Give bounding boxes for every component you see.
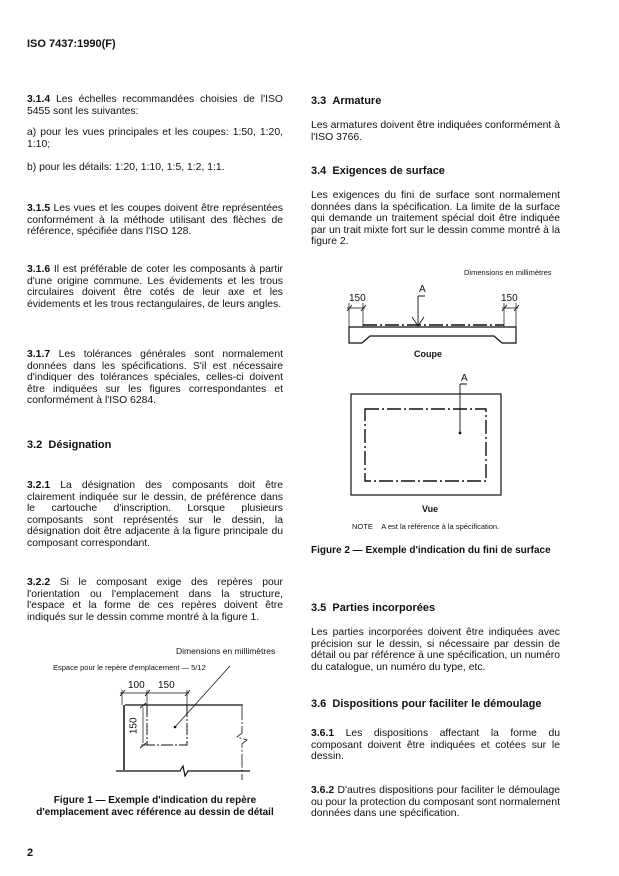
section-title: Désignation [48,439,112,451]
clause-3-4-text: Les exigences du fini de surface sont normalement données dans la spécification. La limite de la surface qui demande un traitement spécial doit être indiquée par un trait mixte fort sur le dessin comme montré à la figure 2. [311,190,560,248]
clause-text: Les tolérances générales sont normalement données dans les spécifications. S'il est nécessaire d'indiquer des tolérances spéciales, celles-ci doivent être indiquées sur les figures correspondantes et conformément à l'ISO 6284. [27,349,283,407]
section-number: 3.4 [311,165,327,177]
clause-3-6-1 [311,728,560,763]
dimension-100: 100 [128,680,145,691]
figure-2-note [352,521,499,533]
reference-a-view: A [461,373,468,384]
document-header: ISO 7437:1990(F) [27,38,116,50]
section-heading-3-5 [311,603,435,615]
section-heading-3-6 [311,699,541,711]
label-vue: Vue [422,504,439,514]
dimension-150-right: 150 [501,293,518,304]
caption-line: Figure 1 — Exemple d'indication du repère [53,795,257,806]
dimension-150-vertical: 150 [128,717,140,735]
section-number: 3.2 [27,439,43,451]
clause-text: D'autres dispositions pour faciliter le démoulage ou pour la protection du composant sont normalement données dans une spécification. [311,785,560,820]
dimension-150-horizontal: 150 [158,680,175,691]
clause-text: Les échelles recommandées choisies de l'ISO 5455 sont les suivantes: [27,94,284,117]
figure-1-units: Dimensions en millimètres [176,646,276,656]
clause-number: 3.1.6 [27,264,51,275]
dimension-150-left: 150 [349,293,366,304]
clause-number: 3.6.2 [311,785,335,796]
clause-text: Les dispositions affectant la forme du composant doivent être indiquées et cotées sur le dessin. [311,728,560,763]
clause-3-3-text: Les armatures doivent être indiquées conformément à l'ISO 3766. [311,120,560,143]
clause-text: Si le composant exige des repères pour l'orientation ou l'emplacement dans la structure, l'espace et la forme de ces repères doivent être indiqués sur le dessin comme montré à la figure 1. [27,577,283,623]
section-title: Exigences de surface [332,165,445,177]
figure-1-callout: Espace pour le repère d'emplacement — 5/12 [53,663,206,672]
section-number: 3.6 [311,698,327,710]
clause-text: La désignation des composants doit être clairement indiquée sur le dessin, de préférence dans le cartouche d'inscription. Lorsque plusieurs composants sont représentés sur le dessin, la désignation doit être adjacente à la figure principale du composant correspondant. [27,480,283,549]
clause-number: 3.2.2 [27,577,51,588]
section-title: Dispositions pour faciliter le démoulage [332,698,542,710]
figure-2-caption: Figure 2 — Exemple d'indication du fini de surface [311,545,551,556]
list-item-b: b) pour les détails: 1:20, 1:10, 1:5, 1:2, 1:1. [27,162,225,173]
note-label: NOTE [352,522,373,531]
clause-number: 3.6.1 [311,728,335,739]
clause-number: 3.1.5 [27,203,51,214]
section-number: 3.5 [311,602,327,614]
page-number: 2 [27,847,34,859]
clause-text: Il est préférable de coter les composants à partir d'une origine commune. Les évidements et les trous circulaires doivent être cotés de leur axe et les évidements et les trous rectangulaires, de leurs angles. [27,264,283,310]
section-title: Armature [332,95,382,107]
clause-number: 3.1.4 [27,94,51,105]
label-coupe: Coupe [414,349,442,359]
section-number: 3.3 [311,95,327,107]
section-title: Parties incorporées [332,602,436,614]
caption-line: d'emplacement avec référence au dessin de détail [36,806,274,818]
clause-number: 3.2.1 [27,480,51,491]
clause-3-5-text: Les parties incorporées doivent être indiquées avec précision sur le dessin, si nécessaire par dessin de détail ou par référence à une spécification, un numéro du catalogue, un numéro du type, etc. [311,627,560,673]
list-item-a: a) pour les vues principales et les coupes: 1:50, 1:20, 1:10; [27,127,283,150]
clause-number: 3.1.7 [27,349,51,360]
clause-text: Les vues et les coupes doivent être représentées conformément à la méthode utilisant des flèches de référence, spécifiée dans l'ISO 128. [27,203,283,238]
note-text: A est la référence à la spécification. [381,522,500,531]
clause-3-6-2 [311,785,560,820]
figure-2-units: Dimensions en millimètres [464,268,552,277]
reference-a-section: A [419,284,426,295]
